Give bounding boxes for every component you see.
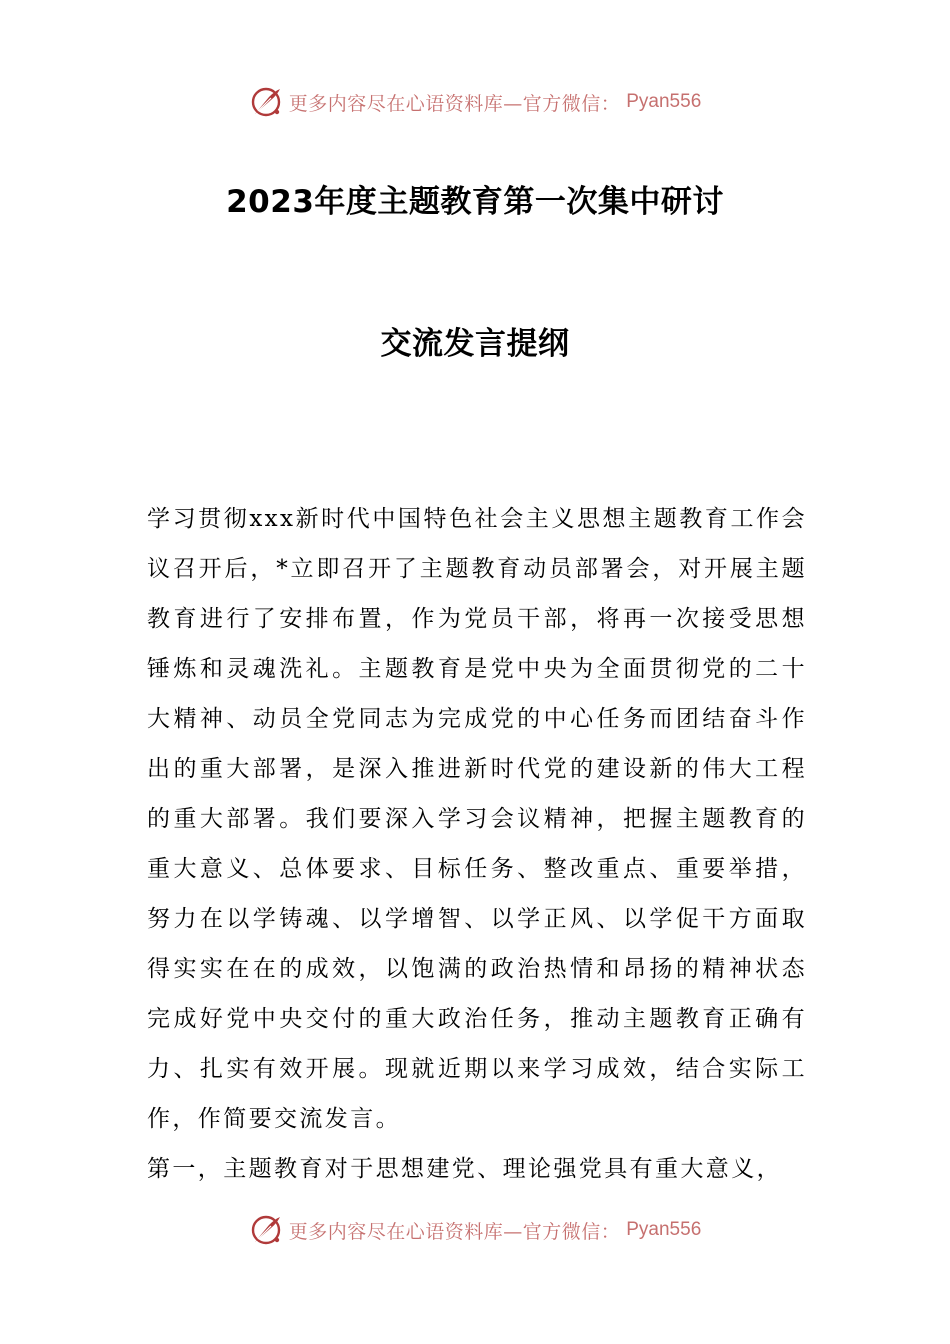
watermark-text: 更多内容尽在心语资料库—官方微信： (288, 1220, 621, 1243)
body-paragraph-2: 第一，主题教育对于思想建党、理论强党具有重大意义， (147, 1156, 782, 1182)
watermark-header (0, 84, 950, 120)
watermark-footer (0, 1212, 950, 1248)
document-title-line-2: 交流发言提纲 (380, 326, 570, 362)
feather-pen-circle-icon (249, 85, 283, 119)
document-body (147, 494, 807, 1194)
watermark-wechat-handle: Pyan556 (626, 91, 702, 112)
body-paragraph-1: 学习贯彻xxx新时代中国特色社会主义思想主题教育工作会议召开后，*立即召开了主题教育动员部署会，对开展主题教育进行了安排布置，作为党员干部，将再一次接受思想锤炼和灵魂洗礼。主题教育是党中央为全面贯彻党的二十大精神、动员全党同志为完成党的中心任务而团结奋斗作出的重大部署，是深入推进新时代党的建设新的伟大工程的重大部署。我们要深入学习会议精神，把握主题教育的重大意义、总体要求、目标任务、整改重点、重要举措，努力在以学铸魂、以学增智、以学正风、以学促干方面取得实实在在的成效，以饱满的政治热情和昂扬的精神状态完成好党中央交付的重大政治任务，推动主题教育正确有力、扎实有效开展。现就近期以来学习成效，结合实际工作，作简要交流发言。 (147, 506, 807, 1132)
watermark-text: 更多内容尽在心语资料库—官方微信： (288, 92, 621, 115)
watermark-wechat-handle: Pyan556 (626, 1219, 702, 1240)
document-title-line-1: 2023年度主题教育第一次集中研讨 (226, 184, 724, 220)
feather-pen-circle-icon (249, 1213, 283, 1247)
